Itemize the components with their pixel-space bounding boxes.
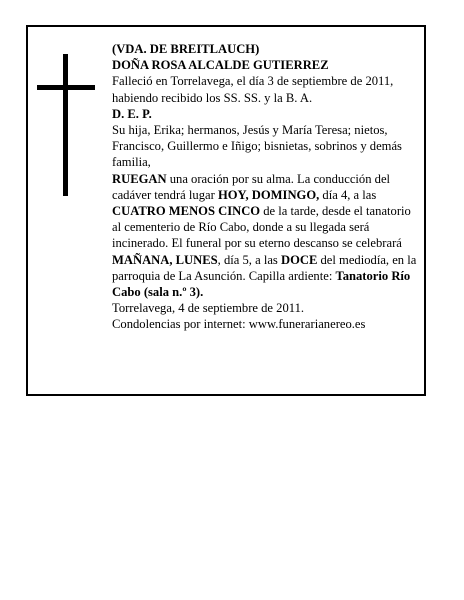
service-text-4: , día 5, a las — [217, 252, 281, 267]
service-text-2: día 4, a las — [319, 187, 377, 202]
tanatorio-location: Tanatorio Río Cabo (sala n.º 3). — [112, 268, 411, 300]
manana-lunes: MAÑANA, LUNES — [112, 252, 218, 267]
service-details — [112, 171, 422, 301]
place-date: Torrelavega, 4 de septiembre de 2011. — [112, 301, 305, 316]
hoy-domingo: HOY, DOMINGO, — [217, 187, 320, 202]
death-notice: Falleció en Torrelavega, el día 3 de septiembre de 2011, habiendo recibido los SS. SS. y la B. A. — [112, 74, 394, 105]
cross-icon-vertical — [63, 54, 68, 196]
cross-icon-horizontal — [37, 85, 95, 90]
cuatro-menos-cinco: CUATRO MENOS CINCO — [112, 204, 261, 219]
service-text-3: de la tarde, desde el tanatorio al cementerio de Río Cabo, donde a su llegada será incinerado. El funeral por su eterno descanso se celebrará — [112, 204, 411, 251]
rip-line: D. E. P. — [112, 106, 152, 121]
surname-line: (VDA. DE BREITLAUCH) — [112, 42, 260, 56]
ruegan-label: RUEGAN — [112, 171, 167, 186]
obituary-text — [112, 41, 422, 333]
service-text-1: una oración por su alma. La conducción del cadáver tendrá lugar — [112, 171, 391, 202]
service-text-5: del mediodía, en la parroquia de La Asunción. Capilla ardiente: — [112, 252, 417, 283]
condolences-line: Condolencias por internet: www.funerarianereo.es — [112, 317, 366, 332]
deceased-name: DOÑA ROSA ALCALDE GUTIERREZ — [112, 58, 329, 73]
family-list: Su hija, Erika; hermanos, Jesús y María Teresa; nietos, Francisco, Guillermo e Iñigo; bisnietas, sobrinos y demás familia, — [112, 123, 402, 170]
doce: DOCE — [280, 252, 318, 267]
